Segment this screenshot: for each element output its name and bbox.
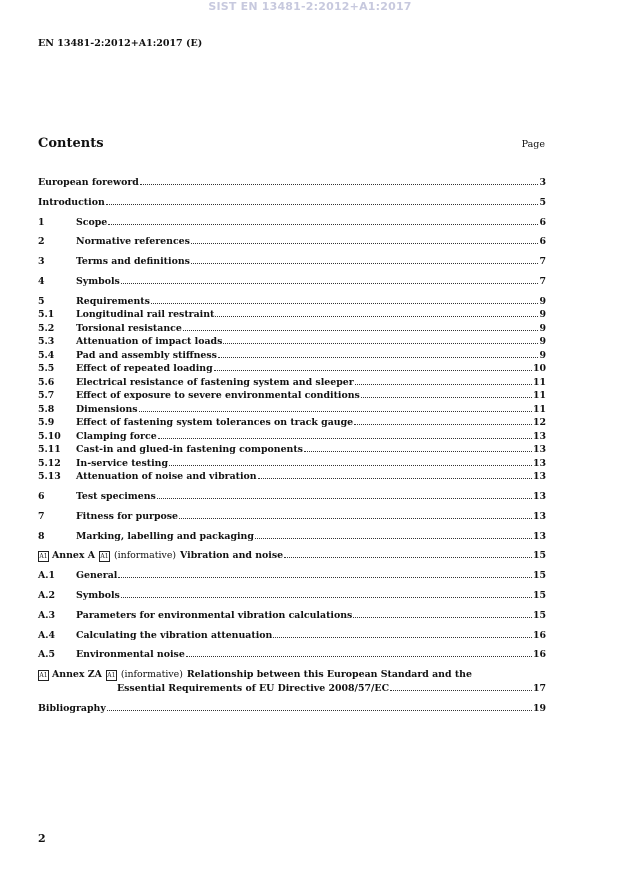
dot-leader [158, 438, 532, 439]
toc-page: 13 [532, 471, 546, 483]
toc-entry-5-11[interactable] [38, 443, 546, 457]
toc-title: Bibliography [38, 702, 106, 714]
toc-number: 5.3 [38, 336, 55, 348]
toc-title: Parameters for environmental vibration calculations [76, 609, 353, 621]
toc-title: European foreword [38, 177, 139, 188]
toc-page: 11 [532, 403, 546, 415]
dot-leader [183, 330, 539, 331]
dot-leader [169, 465, 532, 466]
toc-number: 5.2 [38, 322, 55, 334]
toc-entry-3[interactable] [38, 255, 546, 269]
dot-leader [157, 498, 532, 499]
toc-title: Marking, labelling and packaging [76, 530, 254, 542]
dot-leader [186, 656, 532, 657]
dot-leader [354, 424, 532, 425]
toc-entry-7[interactable] [38, 510, 546, 524]
toc-entry-a-5[interactable] [38, 648, 546, 662]
amendment-start-marker-icon: A1 [39, 672, 48, 680]
toc-entry-5-1[interactable] [38, 308, 546, 322]
toc-title: Clamping force [76, 430, 157, 442]
dot-leader [361, 397, 532, 398]
toc-title: General [76, 570, 118, 582]
toc-entry-5-12[interactable] [38, 457, 546, 471]
toc-page: 15 [532, 570, 546, 582]
toc-title: Symbols [76, 275, 120, 287]
dot-leader [121, 597, 532, 598]
annex-informative: (informative) [120, 669, 183, 681]
toc-number: A.4 [38, 629, 56, 641]
toc-title: Electrical resistance of fastening system and sleeper [76, 376, 354, 388]
toc-number: 1 [38, 216, 45, 228]
toc-number: 4 [38, 275, 45, 287]
toc-title: Symbols [76, 590, 120, 602]
dot-leader [191, 243, 539, 244]
toc-number: A.5 [38, 649, 56, 661]
toc-entry-5-5[interactable] [38, 362, 546, 376]
toc-page: 9 [539, 322, 546, 334]
toc-number: 5.1 [38, 309, 55, 321]
dot-leader [284, 557, 532, 558]
annex-za-line-2 [38, 682, 546, 696]
toc-title: Pad and assembly stiffness [76, 349, 217, 361]
toc-title: Effect of repeated loading [76, 363, 213, 375]
toc-title: Vibration and noise [180, 550, 284, 562]
toc-title: Effect of exposure to severe environmental conditions [76, 390, 360, 402]
toc-entry-5-9[interactable] [38, 416, 546, 430]
toc-entry-5[interactable] [38, 295, 546, 309]
toc-title: Attenuation of impact loads [76, 336, 223, 348]
toc-title-line-1: Relationship between this European Standard and the [186, 669, 472, 681]
annex-informative: (informative) [114, 550, 177, 562]
toc-page: 13 [532, 491, 546, 503]
annex-label: Annex ZA [52, 669, 102, 681]
toc-number: 7 [38, 510, 45, 522]
toc-page: 15 [532, 550, 546, 562]
toc-page: 17 [532, 682, 546, 694]
table-of-contents [38, 176, 546, 715]
toc-entry-5-4[interactable] [38, 349, 546, 363]
toc-title: Longitudinal rail restraint [76, 309, 215, 321]
amendment-end-marker-icon: A1 [100, 553, 109, 561]
dot-leader [214, 370, 532, 371]
toc-page: 11 [532, 376, 546, 388]
toc-entry-4[interactable] [38, 275, 546, 289]
toc-page: 10 [532, 363, 546, 375]
toc-entry-5-13[interactable] [38, 470, 546, 484]
dot-leader [121, 283, 539, 284]
toc-page: 9 [539, 349, 546, 361]
toc-page: 11 [532, 390, 546, 402]
toc-number: 5.10 [38, 430, 61, 442]
dot-leader [215, 316, 538, 317]
dot-leader [151, 303, 539, 304]
toc-title: Terms and definitions [76, 256, 190, 268]
toc-title: Calculating the vibration attenuation [76, 629, 273, 641]
toc-entry-5-6[interactable] [38, 376, 546, 390]
toc-entry-european-foreword[interactable] [38, 176, 546, 190]
dot-leader [191, 263, 539, 264]
toc-title: Introduction [38, 196, 105, 208]
toc-entry-a-1[interactable] [38, 569, 546, 583]
toc-entry-a-2[interactable] [38, 589, 546, 603]
toc-page: 3 [539, 177, 546, 188]
toc-page: 13 [532, 510, 546, 522]
toc-title: Dimensions [76, 403, 138, 415]
toc-number: 5.8 [38, 403, 55, 415]
toc-page: 7 [539, 275, 546, 287]
toc-number: 5.4 [38, 349, 55, 361]
toc-page: 16 [532, 629, 546, 641]
dot-leader [255, 538, 532, 539]
toc-number: 5.13 [38, 471, 61, 483]
toc-page: 7 [539, 256, 546, 268]
annex-label: Annex A [52, 550, 95, 562]
toc-number: 2 [38, 236, 45, 248]
toc-title: Fitness for purpose [76, 510, 178, 522]
dot-leader [108, 224, 538, 225]
toc-title: Cast-in and glued-in fastening components [76, 444, 303, 456]
dot-leader [140, 184, 539, 185]
toc-number: A.1 [38, 570, 56, 582]
toc-entry-5-2[interactable] [38, 322, 546, 336]
toc-entry-5-8[interactable] [38, 403, 546, 417]
annex-za-line-1 [38, 668, 546, 682]
dot-leader [139, 411, 532, 412]
toc-number: 5.12 [38, 457, 61, 469]
toc-entry-introduction[interactable] [38, 196, 546, 210]
toc-number: 5.5 [38, 363, 55, 375]
toc-page: 9 [539, 336, 546, 348]
toc-entry-1[interactable] [38, 216, 546, 230]
toc-number: 6 [38, 491, 45, 503]
toc-title: Scope [76, 216, 108, 228]
amendment-start-marker-icon: A1 [39, 553, 48, 561]
toc-title: Effect of fastening system tolerances on track gauge [76, 417, 354, 429]
amendment-end-marker-icon: A1 [107, 672, 116, 680]
toc-title: Normative references [76, 236, 190, 248]
toc-number: 5.9 [38, 417, 55, 429]
toc-page: 15 [532, 590, 546, 602]
page-column-label: Page [521, 139, 545, 150]
dot-leader [390, 690, 532, 691]
toc-number: 5.6 [38, 376, 55, 388]
dot-leader [273, 637, 532, 638]
toc-page: 15 [532, 609, 546, 621]
dot-leader [258, 478, 532, 479]
dot-leader [107, 710, 532, 711]
toc-entry-annex-za[interactable] [38, 668, 546, 695]
toc-number: 3 [38, 256, 45, 268]
toc-entry-bibliography[interactable] [38, 702, 546, 716]
dot-leader [106, 204, 539, 205]
toc-entry-annex-a[interactable] [38, 549, 546, 563]
toc-number: A.3 [38, 609, 56, 621]
toc-entry-5-10[interactable] [38, 430, 546, 444]
toc-page: 13 [532, 430, 546, 442]
toc-title: Attenuation of noise and vibration [76, 471, 257, 483]
toc-page: 13 [532, 444, 546, 456]
toc-title-line-2: Essential Requirements of EU Directive 2008/57/EC [117, 682, 390, 694]
toc-number: A.2 [38, 590, 56, 602]
toc-title: Test specimens [76, 491, 156, 503]
toc-page: 9 [539, 309, 546, 321]
toc-number: 8 [38, 530, 45, 542]
toc-page: 6 [539, 216, 546, 228]
toc-entry-5-7[interactable] [38, 389, 546, 403]
toc-page: 19 [532, 702, 546, 714]
toc-title: Requirements [76, 295, 150, 307]
dot-leader [118, 577, 532, 578]
toc-entry-a-3[interactable] [38, 609, 546, 623]
dot-leader [179, 518, 532, 519]
toc-page: 12 [532, 417, 546, 429]
toc-entry-a-4[interactable] [38, 629, 546, 643]
toc-page: 9 [539, 295, 546, 307]
toc-entry-5-3[interactable] [38, 335, 546, 349]
toc-number: 5.11 [38, 444, 61, 456]
toc-page: 13 [532, 530, 546, 542]
dot-leader [304, 451, 532, 452]
toc-title: Torsional resistance [76, 322, 182, 334]
toc-page: 16 [532, 649, 546, 661]
toc-entry-6[interactable] [38, 490, 546, 504]
toc-page: 6 [539, 236, 546, 248]
contents-title: Contents [38, 136, 104, 151]
dot-leader [223, 343, 538, 344]
toc-number: 5 [38, 295, 45, 307]
watermark: SIST EN 13481-2:2012+A1:2017 [208, 0, 412, 13]
dot-leader [355, 384, 532, 385]
dot-leader [218, 357, 539, 358]
toc-entry-2[interactable] [38, 235, 546, 249]
toc-title: Environmental noise [76, 649, 185, 661]
toc-page: 5 [539, 196, 546, 208]
toc-number: 5.7 [38, 390, 55, 402]
toc-title: In-service testing [76, 457, 169, 469]
standard-id: EN 13481-2:2012+A1:2017 (E) [38, 38, 203, 49]
toc-page: 13 [532, 457, 546, 469]
dot-leader [353, 617, 532, 618]
page-number: 2 [38, 832, 46, 845]
toc-entry-8[interactable] [38, 530, 546, 544]
